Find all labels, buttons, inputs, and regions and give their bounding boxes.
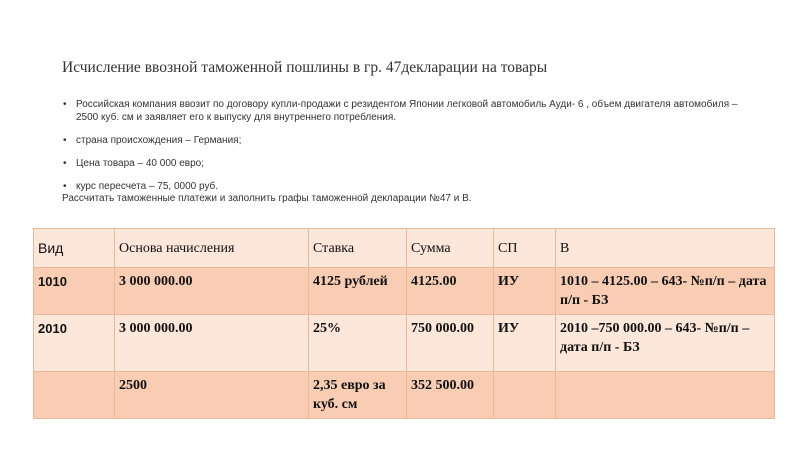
task-text: Рассчитать таможенные платежи и заполнить графы таможенной декларации №47 и В. xyxy=(62,193,472,204)
table-cell: 3 000 000.00 xyxy=(115,268,309,315)
list-item: • курс пересчета – 75, 0000 руб. xyxy=(62,180,762,193)
column-header: Вид xyxy=(34,229,115,268)
table-cell: 2010 xyxy=(34,315,115,372)
list-item: • Цена товара – 40 000 евро; xyxy=(62,157,762,170)
table-cell: ИУ xyxy=(494,268,556,315)
table-cell: ИУ xyxy=(494,315,556,372)
table-cell: 2010 –750 000.00 – 643- №п/п – дата п/п - БЗ xyxy=(556,315,775,372)
table-cell: 4125.00 xyxy=(407,268,494,315)
list-item: • Российская компания ввозит по договору купли-продажи с резидентом Японии легковой автомобиль Ауди- 6 , объем двигателя автомобиля – 2500 куб. см и заявляет его к выпуску для внутреннего потребления. xyxy=(62,98,762,124)
table-row xyxy=(34,268,775,315)
table-cell: 4125 рублей xyxy=(309,268,407,315)
column-header: СП xyxy=(494,229,556,268)
column-header: Ставка xyxy=(309,229,407,268)
column-header: В xyxy=(556,229,775,268)
table-cell: 1010 – 4125.00 – 643- №п/п – дата п/п - БЗ xyxy=(556,268,775,315)
table-header-row xyxy=(34,229,775,268)
table-cell: 750 000.00 xyxy=(407,315,494,372)
table-row xyxy=(34,315,775,372)
list-item: • страна происхождения – Германия; xyxy=(62,134,762,147)
table-cell: 2,35 евро за куб. см xyxy=(309,372,407,419)
table-cell: 1010 xyxy=(34,268,115,315)
customs-duty-table xyxy=(33,228,775,419)
column-header: Основа начисления xyxy=(115,229,309,268)
column-header: Сумма xyxy=(407,229,494,268)
conditions-list xyxy=(62,98,762,203)
table-row xyxy=(34,372,775,419)
table-cell: 352 500.00 xyxy=(407,372,494,419)
table-cell xyxy=(34,372,115,419)
slide-title: Исчисление ввозной таможенной пошлины в гр. 47декларации на товары xyxy=(62,59,548,76)
table-cell: 2500 xyxy=(115,372,309,419)
table-cell xyxy=(494,372,556,419)
table-cell: 25% xyxy=(309,315,407,372)
table-cell xyxy=(556,372,775,419)
table-cell: 3 000 000.00 xyxy=(115,315,309,372)
